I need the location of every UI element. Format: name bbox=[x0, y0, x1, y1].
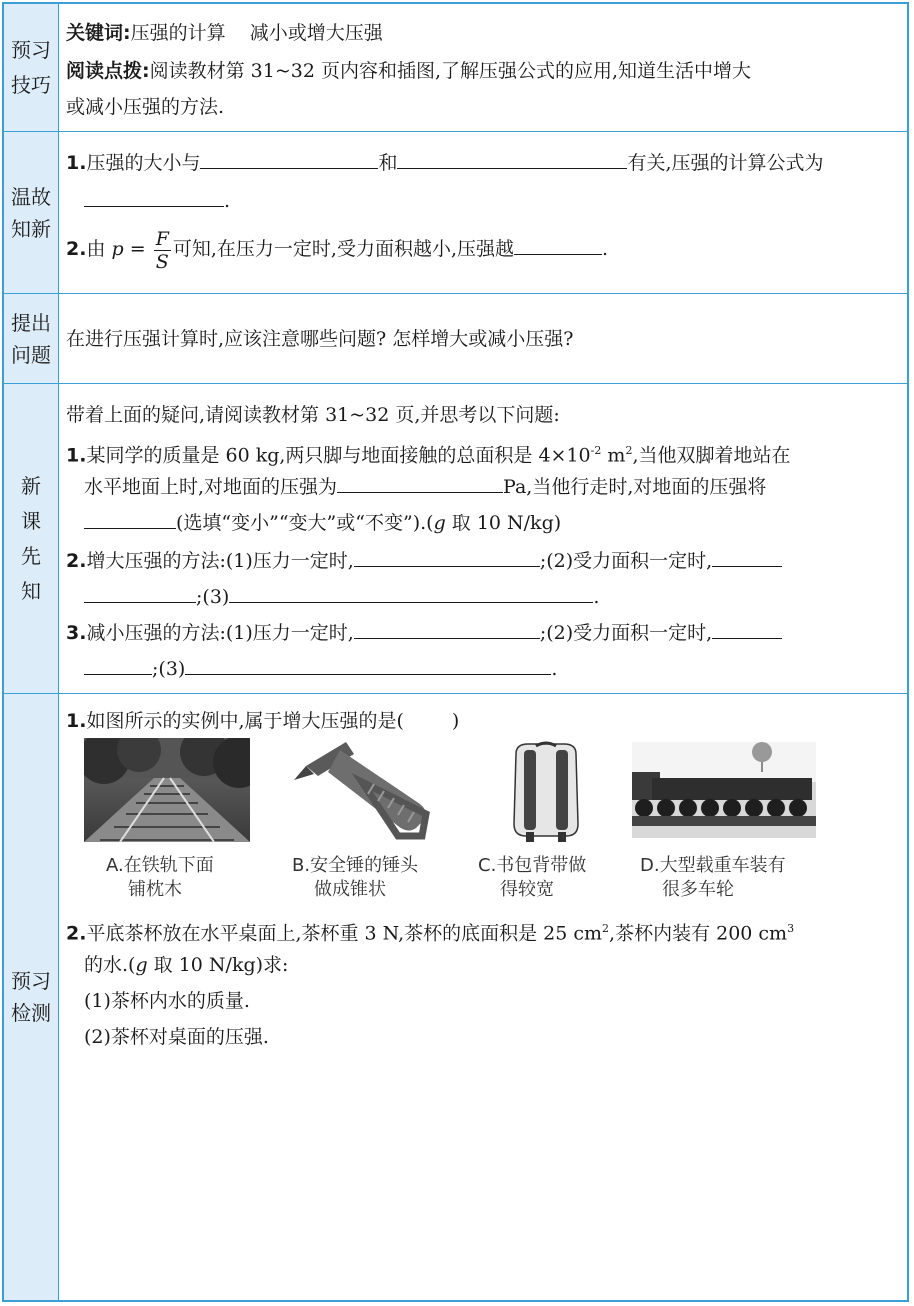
question-text: ,当他双脚着地站在 bbox=[632, 444, 791, 467]
fraction-numerator: F bbox=[155, 227, 169, 250]
answer-blank[interactable] bbox=[84, 656, 152, 675]
question-text: 取 10 N/kg) bbox=[445, 512, 562, 534]
question-text: 的水.( bbox=[84, 954, 136, 976]
answer-blank[interactable] bbox=[84, 188, 224, 207]
question-text: ;(3) bbox=[152, 658, 186, 680]
question-text: ;(3) bbox=[196, 586, 230, 608]
section-label bbox=[4, 694, 59, 1300]
question-text: . bbox=[551, 658, 558, 680]
safety-hammer-image[interactable] bbox=[288, 736, 438, 844]
question-text: 可知,在压力一定时,受力面积越小,压强越 bbox=[172, 238, 514, 260]
worksheet bbox=[2, 2, 909, 1302]
symbol-g: g bbox=[135, 954, 148, 976]
section-label bbox=[4, 294, 59, 383]
label-text: 预习 技巧 bbox=[11, 37, 51, 97]
question-text: 压强的大小与 bbox=[86, 152, 201, 174]
answer-blank[interactable] bbox=[514, 236, 602, 255]
intro-text: 带着上面的疑问,请阅读教材第 31~32 页,并思考以下问题: bbox=[66, 404, 560, 426]
question-text: 增大压强的方法:(1)压力一定时, bbox=[86, 550, 354, 572]
section-label bbox=[4, 384, 59, 693]
question-text: 减小压强的方法:(1)压力一定时, bbox=[86, 622, 354, 644]
question-number: 1. bbox=[66, 444, 87, 467]
railway-track-image[interactable] bbox=[84, 738, 250, 842]
label-text: 提出 问题 bbox=[11, 310, 51, 367]
question-number: 2. bbox=[66, 550, 87, 572]
answer-blank[interactable] bbox=[200, 150, 378, 169]
backpack-image[interactable] bbox=[506, 740, 586, 844]
keyword-label: 关键词: bbox=[66, 22, 131, 44]
question-text: 有关,压强的计算公式为 bbox=[627, 152, 824, 174]
question-number: 2. bbox=[66, 922, 87, 945]
option-a-caption: A.在铁轨下面 铺枕木 bbox=[106, 855, 214, 900]
reading-label: 阅读点拨: bbox=[66, 60, 150, 82]
section-new-lesson bbox=[4, 384, 907, 694]
answer-blank[interactable] bbox=[229, 584, 593, 603]
reading-text-2: 或减小压强的方法. bbox=[66, 96, 225, 118]
answer-blank[interactable] bbox=[84, 510, 176, 529]
question-text: 取 10 N/kg)求: bbox=[147, 954, 289, 976]
label-text: 新 课 先 知 bbox=[21, 473, 41, 603]
exponent: 3 bbox=[787, 922, 795, 935]
option-c-caption: C.书包背带做 得较宽 bbox=[478, 855, 587, 900]
exponent: -2 bbox=[590, 444, 602, 457]
answer-blank[interactable] bbox=[354, 620, 540, 639]
question-number: 1. bbox=[66, 710, 87, 732]
label-text: 预习 检测 bbox=[11, 969, 51, 1025]
section-preview-tips bbox=[4, 4, 907, 132]
section-label bbox=[4, 4, 59, 131]
option-b-caption: B.安全锤的锤头 做成锥状 bbox=[292, 855, 419, 900]
answer-blank[interactable] bbox=[712, 548, 782, 567]
answer-blank[interactable] bbox=[397, 150, 627, 169]
section-question bbox=[4, 294, 907, 384]
answer-blank[interactable] bbox=[84, 584, 196, 603]
question-number: 2. bbox=[66, 238, 87, 260]
question-number: 1. bbox=[66, 152, 87, 174]
question-text: 水平地面上时,对地面的压强为 bbox=[84, 476, 338, 498]
heavy-truck-image[interactable] bbox=[632, 742, 816, 838]
exponent: 2 bbox=[602, 922, 610, 935]
question-text: (选填“变小”“变大”或“不变”).( bbox=[176, 512, 434, 534]
question-text: ;(2)受力面积一定时, bbox=[539, 622, 713, 644]
question-text: . bbox=[224, 190, 231, 212]
exponent: 2 bbox=[625, 444, 633, 457]
answer-blank[interactable] bbox=[354, 548, 540, 567]
question-text: Pa,当他行走时,对地面的压强将 bbox=[503, 476, 767, 498]
question-text: 平底茶杯放在水平桌面上,茶杯重 3 N,茶杯的底面积是 25 cm bbox=[86, 922, 603, 945]
question-text: ;(2)受力面积一定时, bbox=[539, 550, 713, 572]
sub-question: (1)茶杯内水的质量. bbox=[84, 990, 250, 1012]
question-text: ,茶杯内装有 200 cm bbox=[609, 922, 788, 945]
section-preview-test bbox=[4, 694, 907, 1300]
formula-eq: = bbox=[123, 238, 152, 260]
formula-p: p bbox=[111, 238, 124, 260]
question-text: 如图所示的实例中,属于增大压强的是( bbox=[86, 710, 404, 732]
question-text: ) bbox=[451, 710, 460, 732]
symbol-g: g bbox=[433, 512, 446, 534]
question-number: 3. bbox=[66, 622, 87, 644]
section-label bbox=[4, 132, 59, 293]
question-text: 和 bbox=[378, 152, 398, 174]
keyword-text: 压强的计算 减小或增大压强 bbox=[130, 22, 383, 44]
reading-text: 阅读教材第 31~32 页内容和插图,了解压强公式的应用,知道生活中增大 bbox=[149, 60, 752, 82]
answer-blank[interactable] bbox=[337, 474, 503, 493]
question-text: . bbox=[593, 586, 600, 608]
question-text: 由 bbox=[86, 238, 106, 260]
answer-blank[interactable] bbox=[185, 656, 551, 675]
question-text: 某同学的质量是 60 kg,两只脚与地面接触的总面积是 4×10 bbox=[86, 444, 591, 467]
section-review bbox=[4, 132, 907, 294]
question-text: m bbox=[601, 444, 626, 467]
label-text: 温故 知新 bbox=[11, 184, 51, 241]
question-text: . bbox=[602, 238, 609, 260]
question-text: 在进行压强计算时,应该注意哪些问题? 怎样增大或减小压强? bbox=[66, 328, 574, 350]
option-d-caption: D.大型载重车装有 很多车轮 bbox=[640, 855, 786, 900]
formula-fraction bbox=[154, 228, 171, 273]
answer-blank[interactable] bbox=[712, 620, 782, 639]
fraction-denominator: S bbox=[155, 250, 169, 273]
sub-question: (2)茶杯对桌面的压强. bbox=[84, 1026, 269, 1048]
